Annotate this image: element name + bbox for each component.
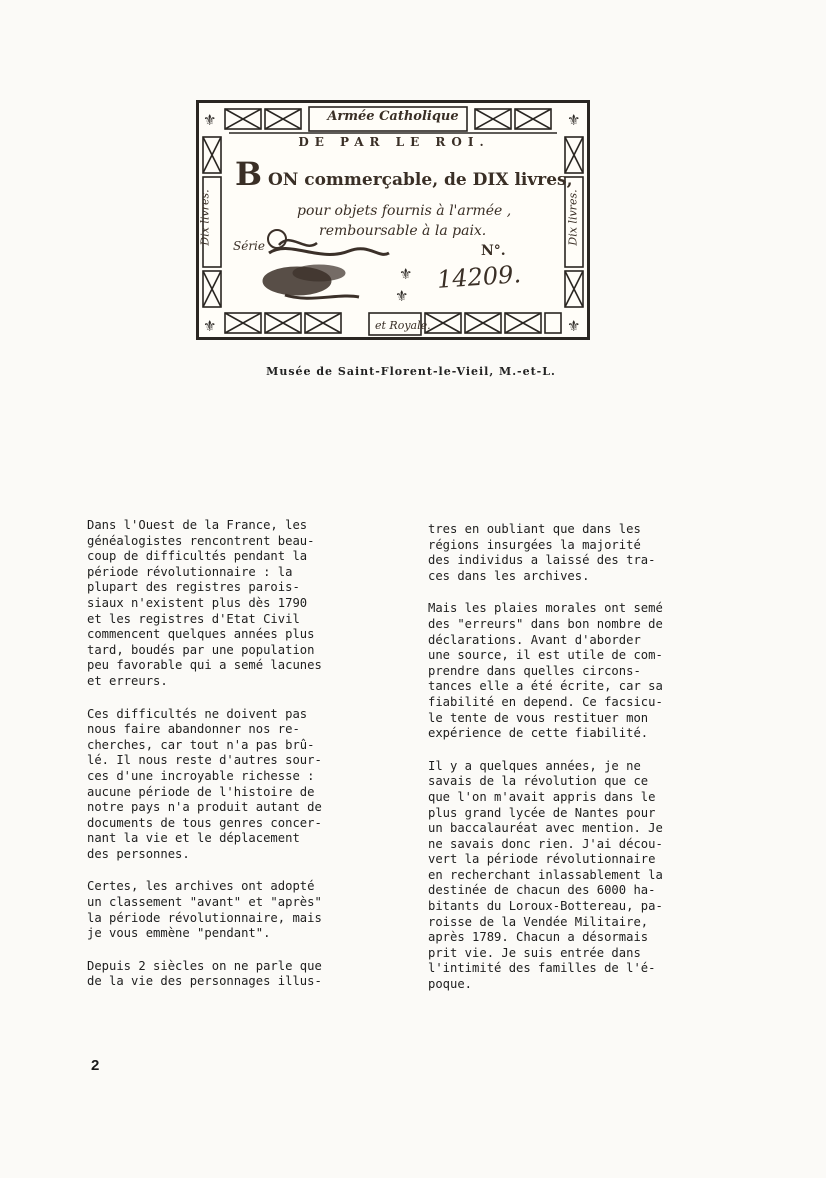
- banknote-initial: B: [235, 155, 263, 193]
- left-text-column: [87, 518, 365, 1007]
- banknote-line-3: remboursable à la paix.: [319, 223, 487, 239]
- paragraph: tres en oubliant que dans les régions insurgées la majorité des individus a laissé des tra- ces dans les archives.: [428, 522, 656, 583]
- banknote-banner-top: Armée Catholique: [327, 109, 459, 124]
- banknote-banner-bottom: et Royale.: [375, 319, 431, 332]
- figure-caption: Musée de Saint-Florent-le-Vieil, M.-et-L.: [266, 365, 556, 378]
- svg-text:⚜: ⚜: [567, 111, 581, 129]
- paragraph: Certes, les archives ont adopté un classement "avant" et "après" la période révolutionnaire, mais je vous emmène "pendant".: [87, 879, 322, 941]
- right-text-column: [428, 522, 706, 1010]
- paragraph: Ces difficultés ne doivent pas nous faire abandonner nos re- cherches, car tout n'a pas brû- lé. Il nous reste d'autres sour- ces d'une incroyable richesse : aucune période de l'histoire de notre pays n'a produit autant de documents de tous genres concer- nant la vie et le déplacement des personnes.: [87, 706, 322, 861]
- banknote-number-label: N°.: [481, 243, 506, 259]
- svg-text:⚜: ⚜: [399, 265, 413, 283]
- paragraph: Depuis 2 siècles on ne parle que de la vie des personnages illus-: [87, 958, 322, 989]
- banknote-main-line: [235, 155, 573, 193]
- paragraph: Il y a quelques années, je ne savais de la révolution que ce que l'on m'avait appris dans le plus grand lycée de Nantes pour un baccalauréat avec mention. Je ne savais donc rien. J'ai décou- vert la période révolutionnaire en recherchant inlassablement la destinée de chacun des 6000 ha- bitants du Loroux-Bottereau, pa- roisse de la Vendée Militaire, après 1789. Chacun a désormais prit vie. Je suis entrée dans l'intimité des familles de l'é- poque.: [428, 758, 663, 992]
- paragraph: Mais les plaies morales ont semé des "erreurs" dans bon nombre de déclarations. Avant d'aborder une source, il est utile de com- prendre dans quelles circons- tances elle a été écrite, car sa fiabilité en depend. Ce facsicu- le tente de vous restituer mon expérience de cette fiabilité.: [428, 601, 663, 741]
- banknote-side-label-left: Dix livres.: [198, 189, 212, 246]
- banknote-main-text: ON commerçable, de DIX livres,: [267, 170, 573, 190]
- banknote-number-value: 14209.: [436, 260, 522, 294]
- banknote-line-2: pour objets fournis à l'armée ,: [297, 203, 512, 219]
- page-number: 2: [91, 1057, 100, 1074]
- svg-text:⚜: ⚜: [395, 287, 409, 305]
- banknote-king-line: DE PAR LE ROI.: [298, 135, 490, 149]
- svg-text:⚜: ⚜: [567, 317, 581, 335]
- banknote-serie-label: Série: [233, 239, 265, 253]
- banknote-side-label-right: Dix livres.: [566, 189, 580, 246]
- paragraph: Dans l'Ouest de la France, les généalogistes rencontrent beau- coup de difficultés pendant la période révolutionnaire : la plupart des registres parois- siaux n'existent plus dès 1790 et les registres d'Etat Civil commencent quelques années plus tard, boudés par une population peu favorable qui a semé lacunes et erreurs.: [87, 518, 322, 688]
- banknote-image: [196, 100, 590, 340]
- svg-text:⚜: ⚜: [203, 111, 217, 129]
- svg-text:⚜: ⚜: [203, 317, 217, 335]
